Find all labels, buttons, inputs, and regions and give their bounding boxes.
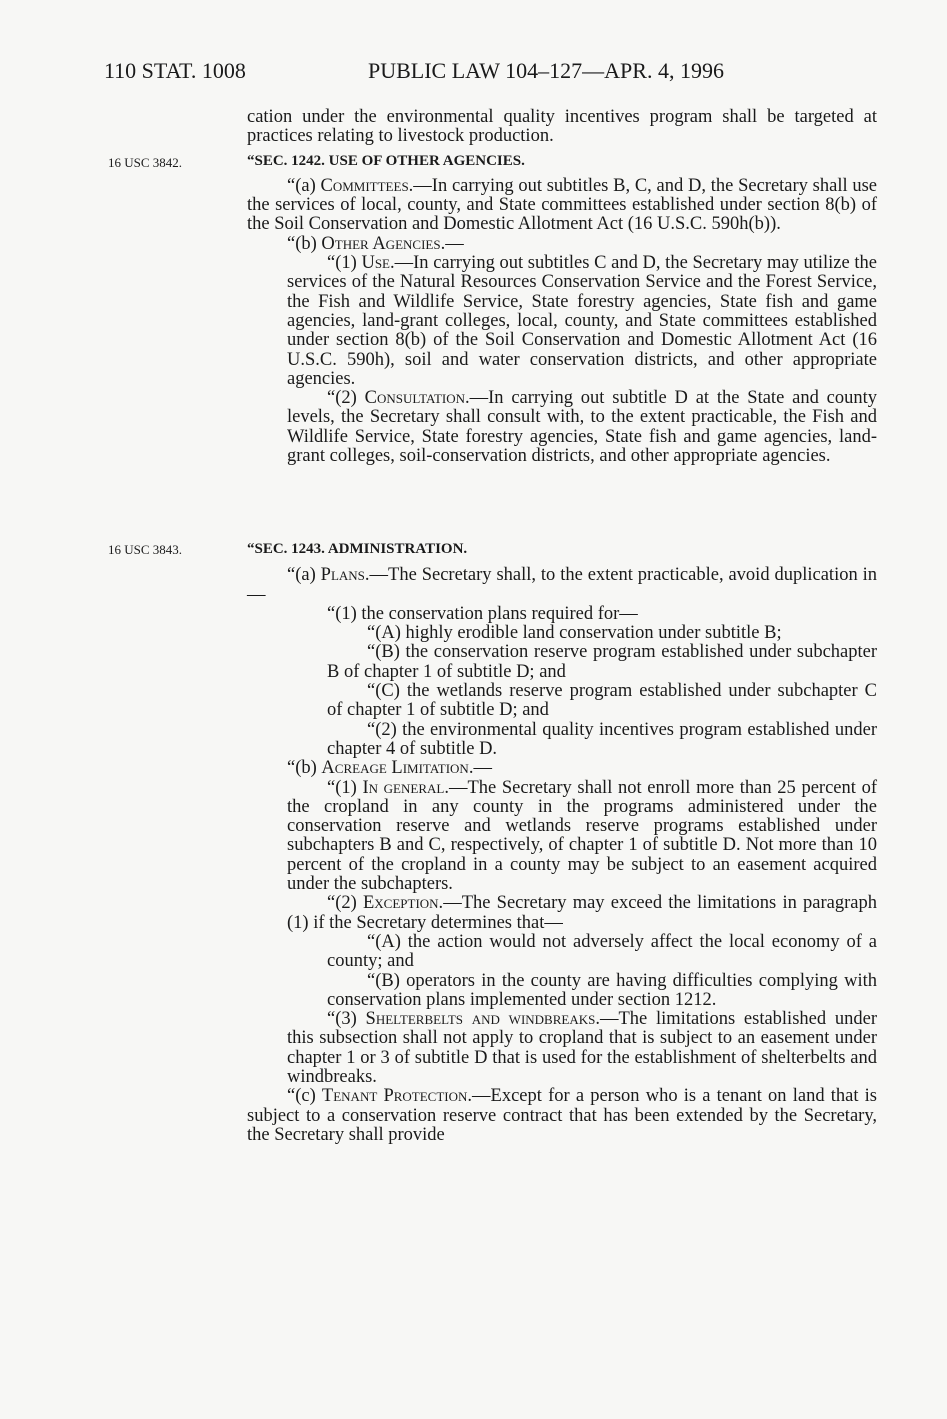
stat-page-number: 110 STAT. 1008 — [104, 58, 246, 83]
subparagraph-b2a: “(A) the action would not adversely affect the local economy of a county; and — [327, 931, 877, 972]
section-1243-heading: “SEC. 1243. ADMINISTRATION. — [247, 541, 468, 557]
paragraph-a1: “(1) the conservation plans required for— — [327, 603, 638, 624]
paragraph-b1-use: “(1) Use.—In carrying out subtitles C and D, the Secretary may utilize the services of the Natural Resources Conservation Service and the Forest Service, the Fish and Wildlife Service, State forestry agencies, State fish and game agencies, land-grant colleges, local, county, and State committees established under section 8(b) of the Soil Conservation and Domestic Allotment Act (16 U.S.C. 590h), soil and water conservation districts, and other appropriate agencies. — [287, 253, 877, 389]
subparagraph-b2b: “(B) operators in the county are having difficulties complying with conservation plans implemented under section 1212. — [327, 970, 877, 1010]
subsection-a-plans: “(a) Plans.—The Secretary shall, to the extent practicable, avoid duplication in— — [247, 565, 877, 605]
margin-note-usc-3843: 16 USC 3843. — [108, 542, 183, 557]
paragraph-b2-consultation: “(2) Consultation.—In carrying out subtitle D at the State and county levels, the Secretary shall consult with, to the extent practicable, the Fish and Wildlife Service, State forestry agencies, State fish and game agencies, land-grant colleges, soil-conservation districts, and other appropriate agencies. — [287, 388, 877, 467]
subsection-b-other-agencies: “(b) Other Agencies.— — [287, 233, 464, 254]
subparagraph-a1a: “(A) highly erodible land conservation under subtitle B; — [367, 623, 782, 644]
paragraph-b2-exception: “(2) Exception.—The Secretary may exceed the limitations in paragraph (1) if the Secretary determines that— — [287, 893, 877, 933]
subsection-c-tenant-protection: “(c) Tenant Protection.—Except for a person who is a tenant on land that is subject to a conservation reserve contract that has been extended by the Secretary, the Secretary shall provide — [247, 1086, 877, 1145]
subsection-a-committees: “(a) Committees.—In carrying out subtitles B, C, and D, the Secretary shall use the services of local, county, and State committees established under section 8(b) of the Soil Conservation and Domestic Allotment Act (16 U.S.C. 590h(b)). — [247, 175, 878, 235]
public-law-title: PUBLIC LAW 104–127—APR. 4, 1996 — [368, 58, 724, 83]
paragraph-b3-shelterbelts: “(3) Shelterbelts and windbreaks.—The limitations established under this subsection shall not apply to cropland that is subject to an easement under chapter 1 or 3 of subtitle D that is used for the establishment of shelterbelts and windbreaks. — [287, 1009, 877, 1088]
subparagraph-a1b: “(B) the conservation reserve program established under subchapter B of chapter 1 of subtitle D; and — [327, 642, 877, 682]
page-header — [104, 58, 884, 88]
section-1243-block — [247, 540, 877, 1145]
continued-paragraph: cation under the environmental quality incentives program shall be targeted at practices relating to livestock production. — [247, 107, 877, 147]
section-1242-block — [247, 108, 877, 466]
margin-note-usc-3842: 16 USC 3842. — [108, 155, 183, 170]
section-1242-heading: “SEC. 1242. USE OF OTHER AGENCIES. — [247, 152, 525, 169]
paragraph-a2: “(2) the environmental quality incentives program established under chapter 4 of subtitle D. — [327, 719, 877, 759]
subparagraph-a1c: “(C) the wetlands reserve program established under subchapter C of chapter 1 of subtitle D; and — [327, 681, 877, 721]
subsection-b-acreage-limitation: “(b) Acreage Limitation.— — [287, 758, 492, 779]
paragraph-b1-in-general: “(1) In general.—The Secretary shall not enroll more than 25 percent of the cropland in any county in the programs administered under the conservation reserve and wetlands reserve programs established under subchapters B and C, respectively, of chapter 1 of subtitle D. Not more than 10 percent of the cropland in a county may be subject to an easement acquired under the subchapters. — [287, 777, 877, 895]
